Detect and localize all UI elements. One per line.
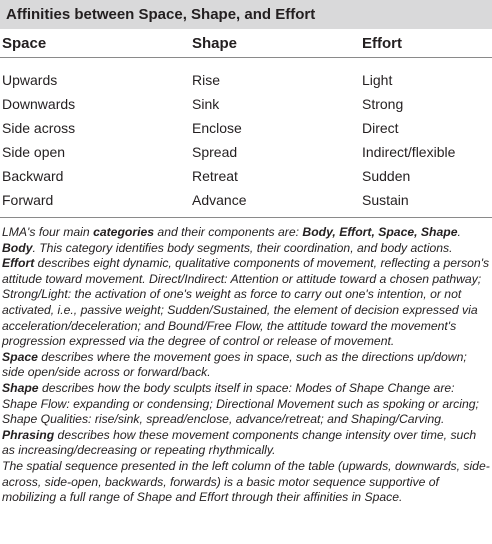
cell-space: Backward <box>2 168 64 184</box>
cell-shape: Rise <box>192 72 221 88</box>
header-effort: Effort <box>362 34 402 52</box>
table-row <box>0 68 492 92</box>
note-closing: The spatial sequence presented in the left column of the table (upwards, downwards, side-across, side-open, backwards, forwards) is a basic motor sequence supportive of mobilizing a full range of Shape and Effort through their affinities in Space. <box>2 458 490 505</box>
cell-effort: Direct <box>362 120 399 136</box>
note-text: . This category identifies body segments, their coordination, and body actions. <box>32 240 453 255</box>
note-text: and their components are: <box>154 225 303 239</box>
cell-space: Side across <box>2 120 76 136</box>
cell-shape: Sink <box>192 96 220 112</box>
table-caption: Affinities between Space, Shape, and Effort <box>0 0 492 29</box>
cell-effort: Light <box>362 72 393 88</box>
note-text: describes where the movement goes in space, such as the directions up/down; side open/side across or forward/back. <box>2 349 467 380</box>
note-term: Effort <box>2 256 35 271</box>
cell-effort: Sudden <box>362 168 411 184</box>
note-intro <box>2 225 490 241</box>
cell-effort: Indirect/flexible <box>362 144 456 160</box>
table-row <box>0 140 492 164</box>
note-text: describes eight dynamic, qualitative components of movement, reflecting a person's attitude toward movement. Direct/Indirect: Attention or attitude toward a chosen pathway; Strong/Light: the activation of one's weight as force to carry out one's intention, or not activated, i.e., passive weight; Sudden/Sustained, the element of decision expressed via acceleration/deceleration; and Bound/Free Flow, the attitude toward the movement's progression expressed via the degree of control or release of movement. <box>2 256 490 349</box>
cell-shape: Spread <box>192 144 238 160</box>
header-space: Space <box>2 34 47 52</box>
note-term: Body <box>2 240 33 255</box>
cell-effort: Strong <box>362 96 404 112</box>
note-shape <box>2 381 490 428</box>
note-text: describes how the body sculpts itself in space: Modes of Shape Change are: Shape Flow: expanding or condensing; Directional Movement such as spoking or arcing; Shape Qualities: rise/sink, spread/enclose, advance/retreat; and Shaping/Carving. <box>2 380 479 427</box>
note-body <box>2 241 490 257</box>
note-phrasing <box>2 428 490 459</box>
table-footnotes <box>0 218 492 506</box>
table-row <box>0 92 492 116</box>
note-text: . <box>457 225 461 239</box>
note-term: categories <box>93 225 155 239</box>
note-term: Shape <box>2 380 39 395</box>
cell-effort: Sustain <box>362 192 409 208</box>
table-body <box>0 68 492 212</box>
note-text: describes how these movement components change intensity over time, such as increasing/decreasing or repeating rhythmically. <box>2 427 477 458</box>
cell-shape: Retreat <box>192 168 238 184</box>
note-text: LMA's four main <box>2 225 94 239</box>
note-effort <box>2 256 490 350</box>
cell-shape: Advance <box>192 192 247 208</box>
note-term: Body, Effort, Space, Shape <box>302 225 458 239</box>
header-shape: Shape <box>192 34 238 52</box>
note-space <box>2 350 490 381</box>
cell-shape: Enclose <box>192 120 242 136</box>
note-term: Phrasing <box>2 427 55 442</box>
note-term: Space <box>2 349 38 364</box>
table-row <box>0 164 492 188</box>
cell-space: Upwards <box>2 72 58 88</box>
table-row <box>0 188 492 212</box>
table-header-row <box>0 29 492 58</box>
cell-space: Downwards <box>2 96 76 112</box>
cell-space: Side open <box>2 144 66 160</box>
table-row <box>0 116 492 140</box>
cell-space: Forward <box>2 192 54 208</box>
